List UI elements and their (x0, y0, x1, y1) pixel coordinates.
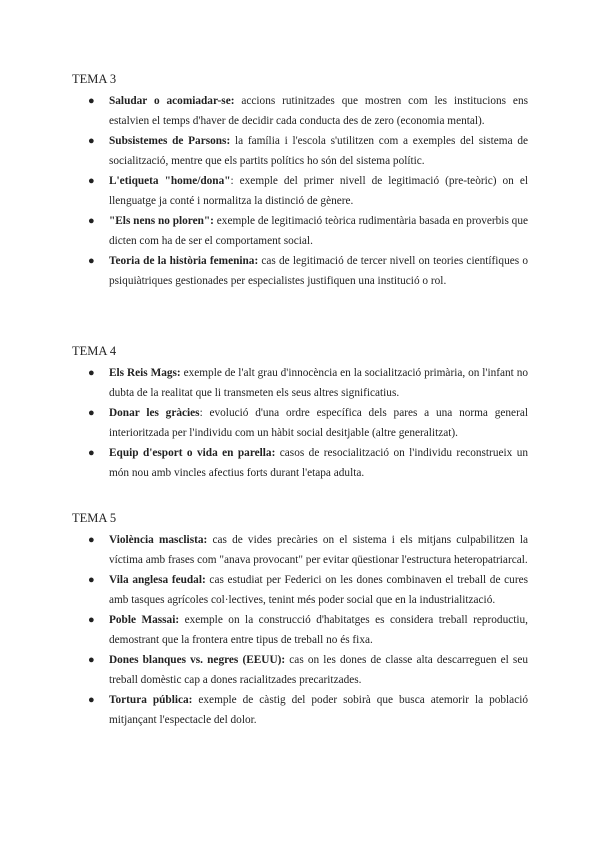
section-tema-5 (72, 510, 528, 730)
term: Violència masclista: (109, 534, 208, 546)
term: Equip d'esport o vida en parella: (109, 447, 276, 459)
bullet-icon: ● (88, 367, 95, 379)
bullet-icon: ● (88, 447, 95, 459)
list-item (72, 251, 528, 291)
section-heading: TEMA 5 (72, 511, 117, 525)
term: Dones blanques vs. negres (EEUU): (109, 654, 286, 666)
definition: accions rutinitzades que mostren com les institucions ens estalvien el temps d'haver de decidir cada conducta des de zero (economia mental). (109, 95, 528, 127)
list-item (72, 650, 528, 690)
bullet-list (72, 91, 528, 291)
definition: cas de vides precàries on el sistema i els mitjans culpabilitzen la víctima amb frases com "anava provocant" per evitar qüestionar l'estructura heteropatriarcal. (109, 534, 528, 566)
list-item (72, 171, 528, 211)
list-item (72, 211, 528, 251)
list-item (72, 610, 528, 650)
bullet-icon: ● (88, 407, 95, 419)
definition: exemple on la construcció d'habitatges es considera treball reproductiu, demostrant que la frontera entre tipus de treball no és fixa. (109, 614, 528, 646)
definition: exemple de càstig del poder sobirà que busca atemorir la població mitjançant l'espectacle del dolor. (109, 694, 528, 726)
bullet-icon: ● (88, 694, 95, 706)
list-item (72, 690, 528, 730)
list-item (72, 363, 528, 403)
definition: cas de legitimació de tercer nivell on teories científiques o psiquiàtriques gestionades per especialistes justifiquen una institució o rol. (109, 255, 528, 287)
definition: casos de resocialització on l'individu reconstrueix un món nou amb vincles afectius forts durant l'etapa adulta. (109, 447, 528, 479)
bullet-list (72, 363, 528, 483)
bullet-icon: ● (88, 534, 95, 546)
bullet-icon: ● (88, 215, 95, 227)
list-item (72, 403, 528, 443)
section-heading: TEMA 3 (72, 72, 117, 86)
definition: exemple de l'alt grau d'innocència en la socialització primària, on l'infant no dubta de la realitat que li transmeten els seus altres significatius. (109, 367, 528, 399)
term: L'etiqueta "home/dona" (109, 175, 231, 187)
term: Els Reis Mags: (109, 367, 181, 379)
bullet-icon: ● (88, 135, 95, 147)
bullet-list (72, 530, 528, 730)
bullet-icon: ● (88, 95, 95, 107)
term: "Els nens no ploren": (109, 215, 214, 227)
term: Donar les gràcies (109, 407, 200, 419)
list-item (72, 530, 528, 570)
term: Poble Massai: (109, 614, 180, 626)
definition: la família i l'escola s'utilitzen com a exemples del sistema de socialització, mentre que els partits polítics ho són del sistema polític. (109, 135, 528, 167)
term: Subsistemes de Parsons: (109, 135, 231, 147)
term: Vila anglesa feudal: (109, 574, 206, 586)
list-item (72, 131, 528, 171)
bullet-icon: ● (88, 255, 95, 267)
bullet-icon: ● (88, 614, 95, 626)
list-item (72, 443, 528, 483)
term: Tortura pública: (109, 694, 193, 706)
definition: cas estudiat per Federici on les dones combinaven el treball de cures amb tasques agrícoles col·lectives, tenint més poder social que en la industrialització. (109, 574, 529, 606)
definition: : exemple del primer nivell de legitimació (pre-teòric) on el llenguatge ja conté i normalitza la distinció de gènere. (109, 175, 528, 207)
list-item (72, 570, 528, 610)
section-tema-4 (72, 343, 528, 483)
term: Teoria de la història femenina: (109, 255, 259, 267)
bullet-icon: ● (88, 654, 95, 666)
section-heading: TEMA 4 (72, 344, 117, 358)
bullet-icon: ● (88, 175, 95, 187)
term: Saludar o acomiadar-se: (109, 95, 235, 107)
section-tema-3 (72, 71, 528, 291)
definition: cas on les dones de classe alta descarreguen el seu treball domèstic cap a dones racialitzades precaritzades. (109, 654, 528, 686)
list-item (72, 91, 528, 131)
bullet-icon: ● (88, 574, 95, 586)
definition: : evolució d'una ordre específica dels pares a una norma general interioritzada per l'individu com un hàbit social desitjable (altre generalitzat). (109, 407, 528, 439)
definition: exemple de legitimació teòrica rudimentària basada en proverbis que dicten com ha de ser el comportament social. (109, 215, 528, 247)
